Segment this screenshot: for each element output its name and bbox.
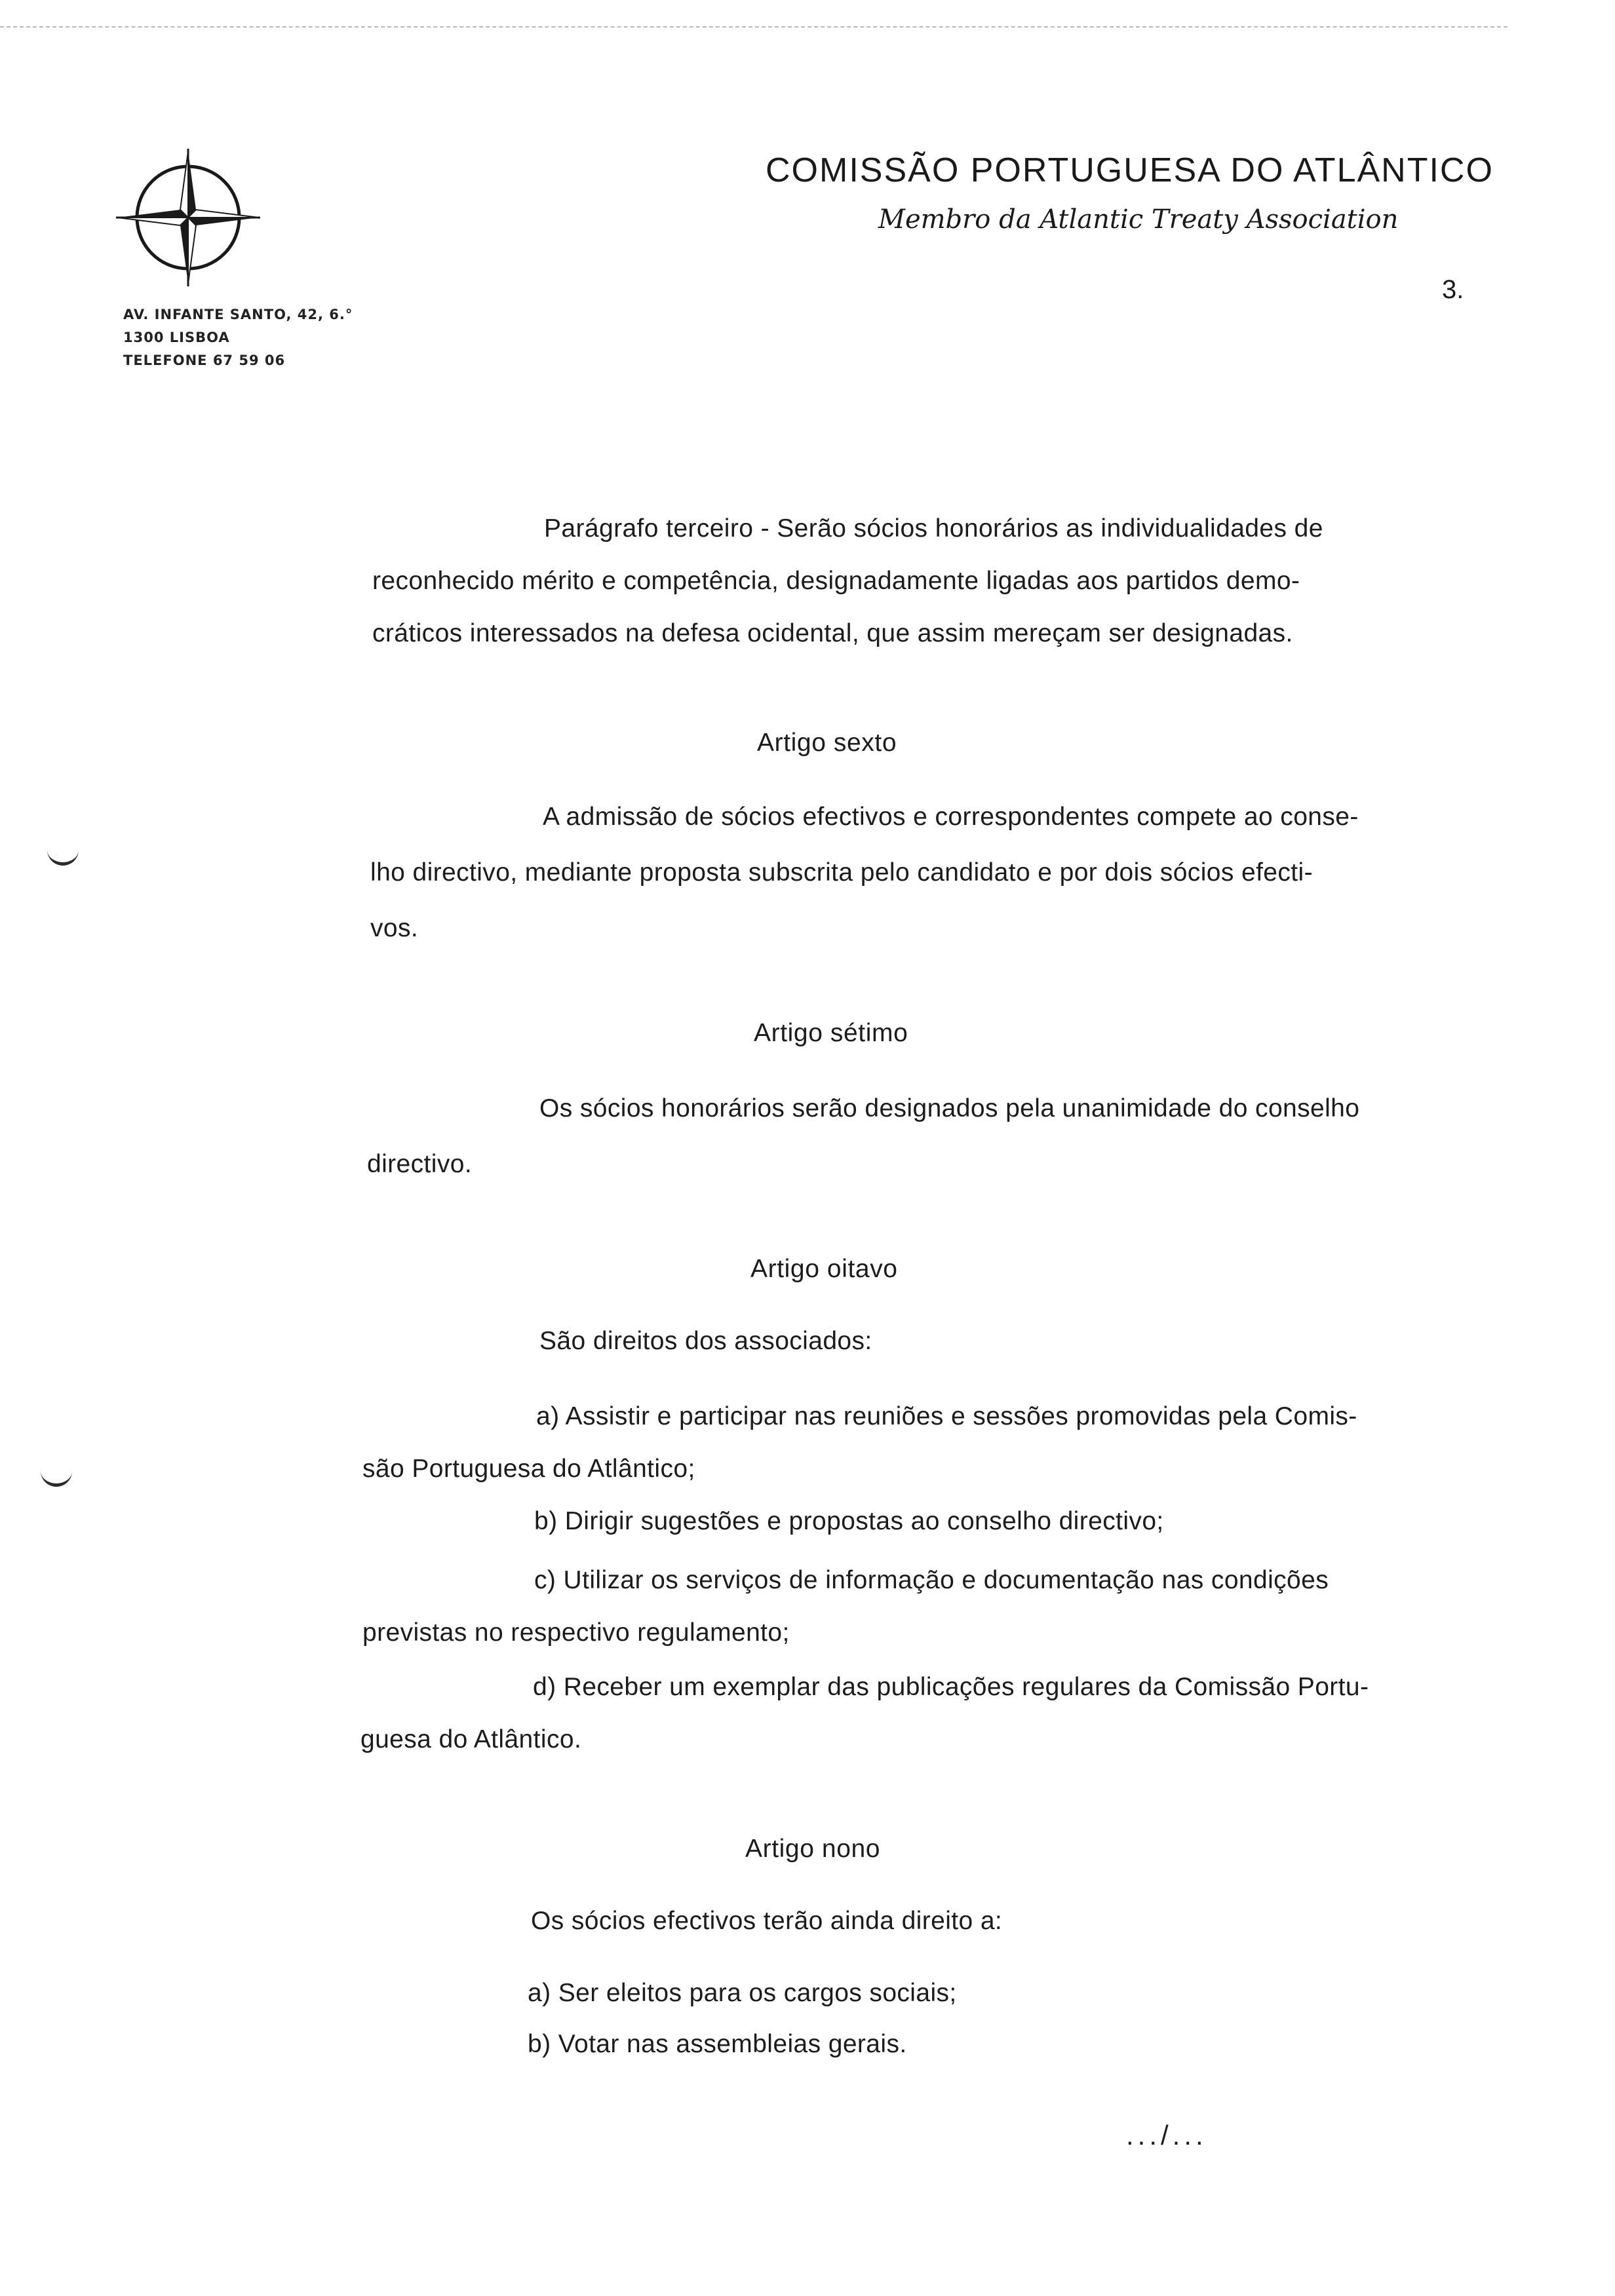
- address-line: TELEFONE 67 59 06: [123, 353, 286, 368]
- list-item: previstas no respectivo regulamento;: [362, 1618, 790, 1647]
- article-heading: Artigo sexto: [757, 729, 897, 757]
- nato-compass-rose-icon: [115, 147, 262, 288]
- scan-artifact-line: [0, 26, 1508, 28]
- body-line: A admissão de sócios efectivos e correspondentes compete ao conse-: [543, 803, 1359, 831]
- article-heading: Artigo sétimo: [754, 1019, 908, 1047]
- organization-subtitle: Membro da Atlantic Treaty Association: [878, 204, 1399, 235]
- list-item: a) Assistir e participar nas reuniões e sessões promovidas pela Comis-: [536, 1402, 1357, 1430]
- body-line: Parágrafo terceiro - Serão sócios honorários as individualidades de: [544, 514, 1323, 543]
- address-block: [123, 303, 353, 372]
- body-line: reconhecido mérito e competência, designadamente ligadas aos partidos demo-: [372, 567, 1300, 595]
- body-line: directivo.: [367, 1150, 473, 1178]
- list-item: são Portuguesa do Atlântico;: [362, 1455, 695, 1483]
- address-line: 1300 LISBOA: [123, 330, 230, 345]
- article-intro: São direitos dos associados:: [539, 1327, 872, 1355]
- list-item: guesa do Atlântico.: [360, 1725, 582, 1753]
- list-item: d) Receber um exemplar das publicações regulares da Comissão Portu-: [533, 1673, 1369, 1701]
- scan-artifact-mark: [41, 1465, 72, 1487]
- list-item: b) Dirigir sugestões e propostas ao conselho directivo;: [534, 1507, 1164, 1535]
- list-item: a) Ser eleitos para os cargos sociais;: [528, 1979, 957, 2007]
- organization-title: COMISSÃO PORTUGUESA DO ATLÂNTICO: [766, 151, 1494, 189]
- continuation-mark: .../...: [1126, 2120, 1207, 2151]
- article-heading: Artigo nono: [745, 1835, 881, 1863]
- body-line: cráticos interessados na defesa ocidental, que assim mereçam ser designadas.: [372, 619, 1293, 647]
- article-intro: Os sócios efectivos terão ainda direito a:: [531, 1907, 1003, 1935]
- body-line: lho directivo, mediante proposta subscrita pelo candidato e por dois sócios efecti-: [370, 858, 1313, 887]
- page-number: 3.: [1442, 275, 1464, 304]
- article-heading: Artigo oitavo: [750, 1255, 898, 1283]
- address-line: AV. INFANTE SANTO, 42, 6.°: [123, 307, 353, 322]
- scan-artifact-mark: [47, 844, 79, 866]
- body-line: vos.: [370, 914, 419, 942]
- list-item: c) Utilizar os serviços de informação e documentação nas condições: [534, 1566, 1329, 1594]
- list-item: b) Votar nas assembleias gerais.: [528, 2030, 907, 2058]
- body-line: Os sócios honorários serão designados pela unanimidade do conselho: [539, 1094, 1360, 1122]
